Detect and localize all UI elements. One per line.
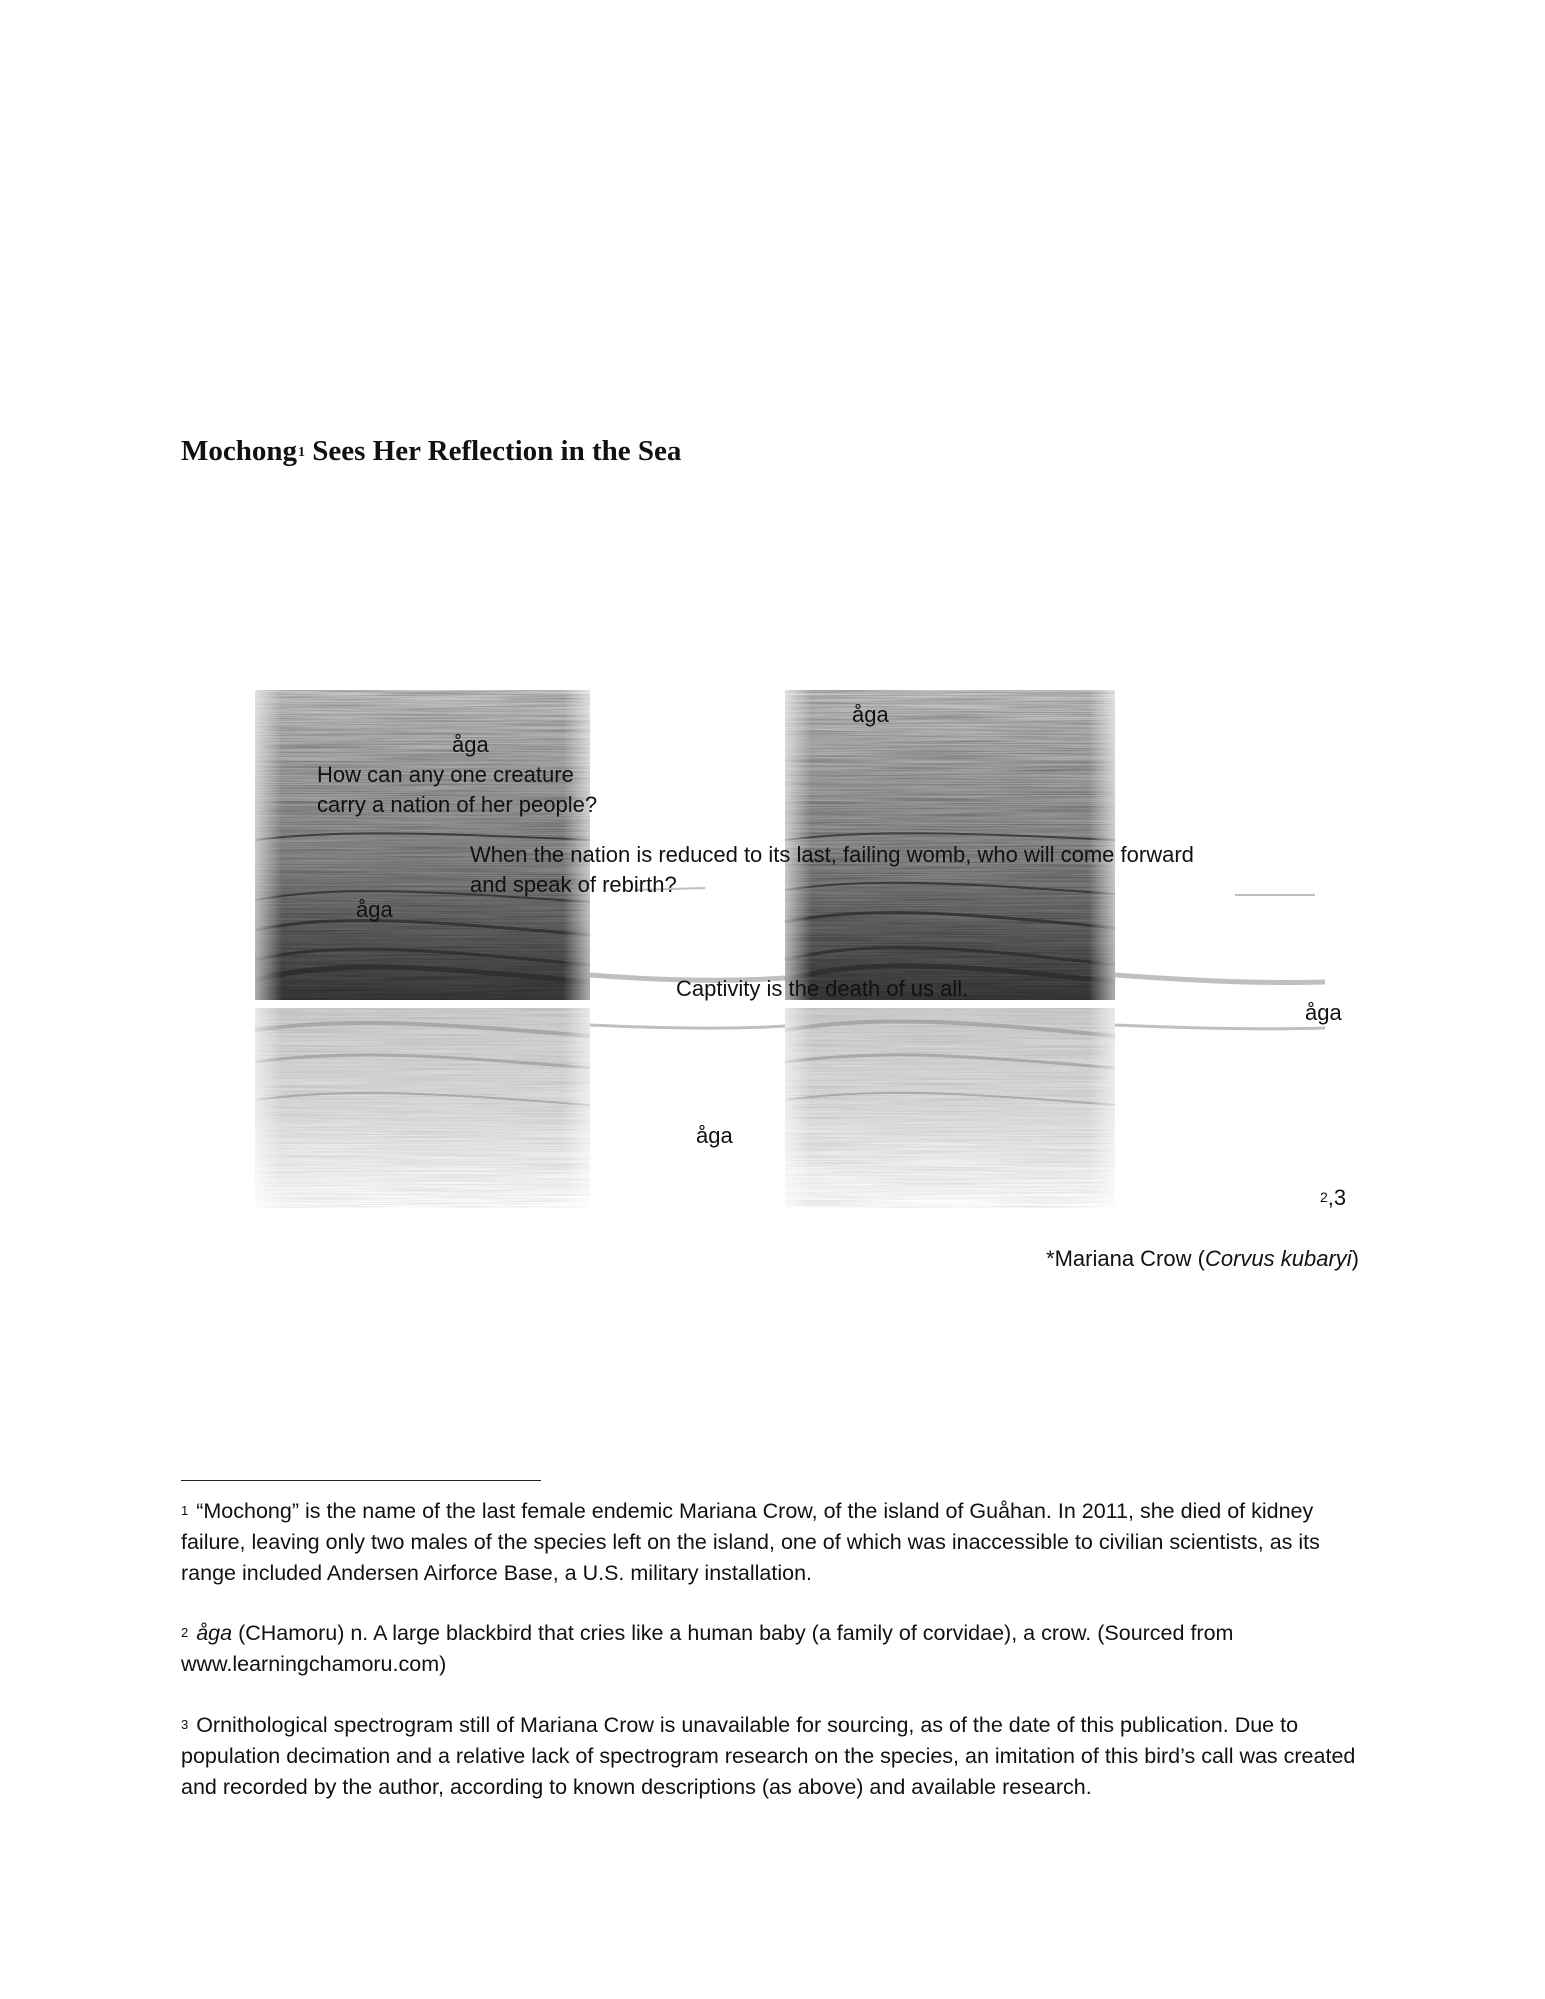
footnote-2 xyxy=(181,1618,1366,1680)
poem-line: Captivity is the death of us all. xyxy=(676,976,969,1001)
credit-suffix: ) xyxy=(1351,1246,1359,1271)
footnote-3 xyxy=(181,1710,1366,1803)
footnote-text: Ornithological spectrogram still of Mariana Crow is unavailable for sourcing, as of the date of this publication. Due to population decimation and a relative lack of spectrogram research on the species, an imitation of this bird’s call was created and recorded by the author, according to known descriptions (as above) and available research. xyxy=(181,1713,1356,1799)
footnote-text: “Mochong” is the name of the last female endemic Mariana Crow, of the island of Guåhan. In 2011, she died of kidney failure, leaving only two males of the species left on the island, one of which was inaccessible to civilian scientists, as its range included Andersen Airforce Base, a U.S. military installation. xyxy=(181,1499,1320,1585)
title-rest: Sees Her Reflection in the Sea xyxy=(305,435,682,467)
aga-label: åga xyxy=(1305,1000,1342,1025)
poem-line: carry a nation of her people? xyxy=(317,792,598,817)
aga-label: åga xyxy=(452,732,489,757)
footnote-1 xyxy=(181,1496,1366,1589)
poem-title xyxy=(181,433,681,469)
species-name: Corvus kubaryi xyxy=(1204,1246,1352,1271)
poem-line: and speak of rebirth? xyxy=(470,872,677,897)
poem-line: How can any one creature xyxy=(317,762,574,787)
aga-label: åga xyxy=(356,897,393,922)
aga-label: åga xyxy=(696,1123,733,1148)
title-word: Mochong xyxy=(181,435,297,467)
title-footnote-marker[interactable]: 1 xyxy=(298,445,305,460)
footnote-reference[interactable] xyxy=(1320,1183,1346,1213)
poem-line: When the nation is reduced to its last, failing womb, who will come forward xyxy=(470,842,1194,867)
footnote-term: åga xyxy=(196,1621,233,1645)
footnote-text: (CHamoru) n. A large blackbird that cries like a human baby (a family of corvidae), a crow. (Sourced from www.learningchamoru.com) xyxy=(181,1621,1234,1676)
species-credit xyxy=(1046,1244,1359,1274)
footnote-number: 1 xyxy=(181,1503,189,1518)
footnote-ref-2[interactable]: 2 xyxy=(1320,1189,1328,1205)
aga-label: åga xyxy=(852,702,889,727)
footnote-ref-rest: ,3 xyxy=(1327,1185,1347,1210)
footnote-number: 3 xyxy=(181,1717,189,1732)
footnote-number: 2 xyxy=(181,1625,189,1640)
footnote-divider xyxy=(181,1480,541,1481)
credit-prefix: *Mariana Crow ( xyxy=(1046,1246,1205,1271)
